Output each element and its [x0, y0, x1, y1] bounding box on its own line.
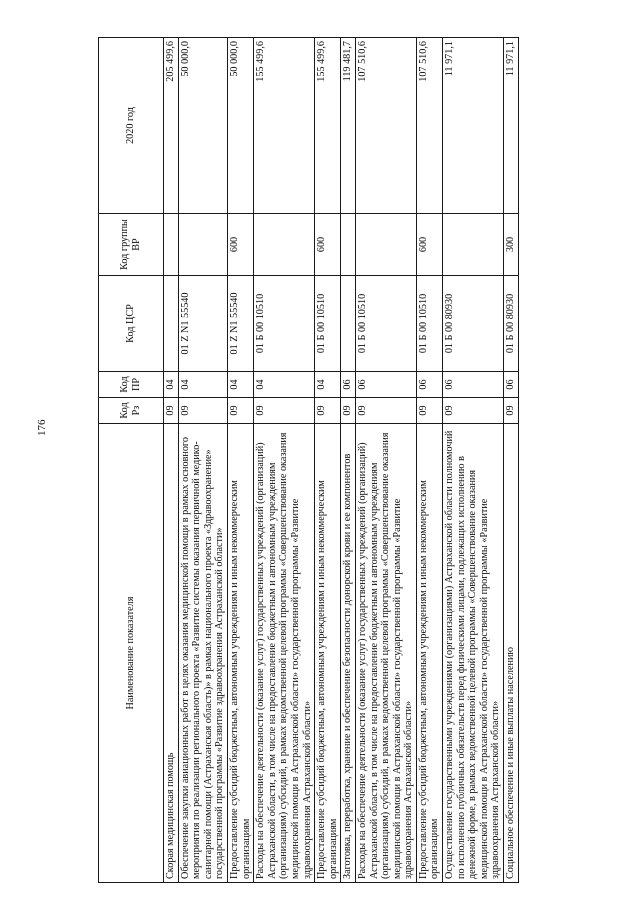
row-value: 107 510,6 [416, 38, 442, 214]
row-csr: 01 Б 00 10510 [315, 276, 341, 372]
table-row [504, 38, 519, 883]
table-header-row [99, 38, 164, 883]
row-vr: 600 [315, 214, 341, 276]
row-pr: 04 [315, 372, 341, 398]
header-csr: Код ЦСР [99, 276, 164, 372]
row-name: Предоставление субсидий бюджетным, автономным учреждениям и иным некоммерческим организациям [416, 424, 442, 883]
row-name: Расходы на обеспечение деятельности (оказание услуг) государственных учреждений (организаций) Астраханской области, в том числе на предоставление бюджетным и автономным учреждениям (организациям) субсидий, в рамках ведомственной целевой программы «Совершенствование оказания медицинской помощи в Астраханской области» государственной программы «Развитие здравоохранения Астраханской области» [254, 424, 315, 883]
row-pr: 06 [416, 372, 442, 398]
row-rz: 09 [178, 398, 227, 424]
table-row [443, 38, 504, 883]
row-pr: 04 [178, 372, 227, 398]
row-value: 50 000,0 [178, 38, 227, 214]
header-name: Наименование показателя [99, 424, 164, 883]
row-name: Предоставление субсидий бюджетным, автономным учреждениям и иным некоммерческим организациям [227, 424, 253, 883]
row-rz: 09 [315, 398, 341, 424]
row-rz: 09 [227, 398, 253, 424]
budget-table [98, 37, 519, 883]
row-value: 155 499,6 [254, 38, 315, 214]
row-pr: 04 [254, 372, 315, 398]
header-year: 2020 год [99, 38, 164, 214]
header-pr: Код ПР [99, 372, 164, 398]
row-pr: 06 [504, 372, 519, 398]
table-row [164, 38, 179, 883]
row-vr [443, 214, 504, 276]
row-name: Расходы на обеспечение деятельности (оказание услуг) государственных учреждений (организаций) Астраханской области, в том числе на предоставление бюджетным и автономным учреждениям (организациям) субсидий, в рамках ведомственной целевой программы «Совершенствование оказания медицинской помощи в Астраханской области» государственной программы «Развитие здравоохранения Астраханской области» [355, 424, 416, 883]
row-name: Заготовка, переработка, хранение и обеспечение безопасности донорской крови и ее компонентов [341, 424, 356, 883]
table-row [416, 38, 442, 883]
row-pr: 06 [443, 372, 504, 398]
table-row [227, 38, 253, 883]
row-rz: 09 [355, 398, 416, 424]
row-vr [254, 214, 315, 276]
row-rz: 09 [443, 398, 504, 424]
row-csr: 01 Б 00 80930 [443, 276, 504, 372]
row-name: Предоставление субсидий бюджетным, автономным учреждениям и иным некоммерческим организациям [315, 424, 341, 883]
row-name: Осуществление государственными учреждениями (организациями) Астраханской области полномочий по исполнению публичных обязательств перед физическими лицами, подлежащих исполнению в денежной форме, в рамках ведомственной целевой программы «Совершенствование оказания медицинской помощи в Астраханской области» государственной программы «Развитие здравоохранения Астраханской области» [443, 424, 504, 883]
table-row [178, 38, 227, 883]
row-value: 155 499,6 [315, 38, 341, 214]
row-pr: 04 [227, 372, 253, 398]
table-row [254, 38, 315, 883]
row-name: Социальное обеспечение и иные выплаты населению [504, 424, 519, 883]
table-row [315, 38, 341, 883]
row-pr: 04 [164, 372, 179, 398]
row-value: 205 499,6 [164, 38, 179, 214]
row-csr: 01 Б 00 80930 [504, 276, 519, 372]
row-value: 11 971,1 [443, 38, 504, 214]
row-vr [355, 214, 416, 276]
row-value: 11 971,1 [504, 38, 519, 214]
row-csr: 01 Б 00 10510 [355, 276, 416, 372]
page-number: 176 [36, 419, 48, 436]
row-csr [164, 276, 179, 372]
row-vr: 300 [504, 214, 519, 276]
row-csr: 01 Z N1 55540 [178, 276, 227, 372]
row-vr: 600 [227, 214, 253, 276]
row-value: 50 000,0 [227, 38, 253, 214]
row-name: Скорая медицинская помощь [164, 424, 179, 883]
row-value: 107 510,6 [355, 38, 416, 214]
row-csr: 01 Б 00 10510 [416, 276, 442, 372]
row-csr [341, 276, 356, 372]
header-rz: Код Рз [99, 398, 164, 424]
row-pr: 06 [341, 372, 356, 398]
row-rz: 09 [416, 398, 442, 424]
row-name: Обеспечение закупки авиационных работ в целях оказания медицинской помощи в рамках основного мероприятия по реализации регионального проекта «Развитие системы оказания первичной медико-санитарной помощи (Астраханская область)» в рамках национального проекта «Здравоохранение» государственной программы «Развитие здравоохранения Астраханской области» [178, 424, 227, 883]
row-rz: 09 [504, 398, 519, 424]
table-row [341, 38, 356, 883]
row-rz: 09 [341, 398, 356, 424]
row-vr [164, 214, 179, 276]
row-rz: 09 [254, 398, 315, 424]
header-vr: Код группы ВР [99, 214, 164, 276]
row-value: 119 481,7 [341, 38, 356, 214]
table-row [355, 38, 416, 883]
row-pr: 06 [355, 372, 416, 398]
row-vr [178, 214, 227, 276]
row-vr [341, 214, 356, 276]
row-csr: 01 Б 00 10510 [254, 276, 315, 372]
rotated-page-content [98, 38, 588, 883]
row-rz: 09 [164, 398, 179, 424]
row-csr: 01 Z N1 55540 [227, 276, 253, 372]
row-vr: 600 [416, 214, 442, 276]
